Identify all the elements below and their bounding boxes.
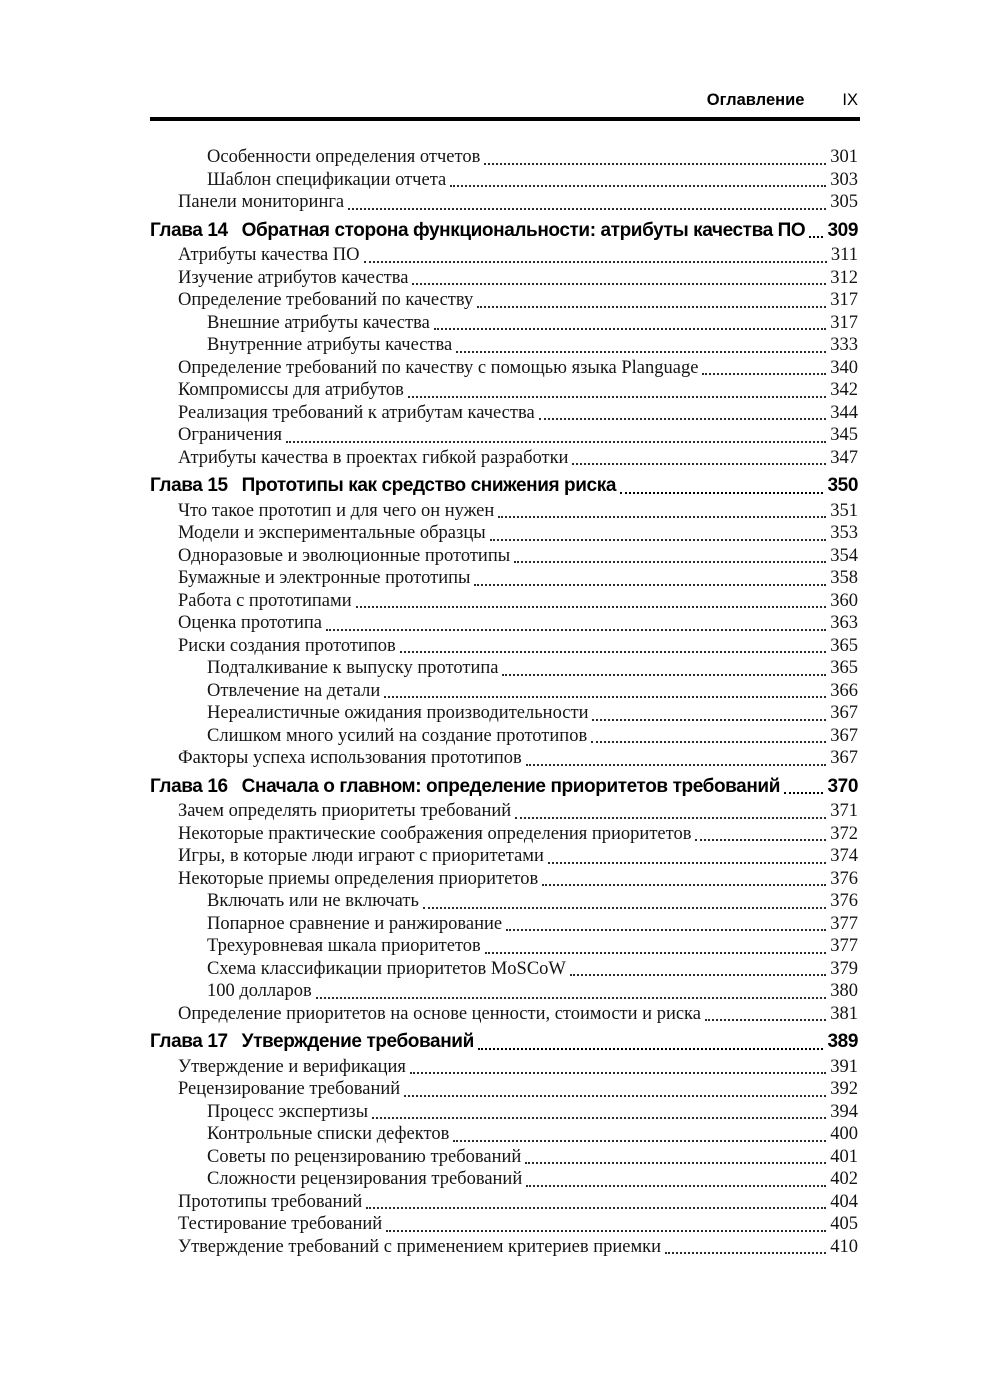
chapter-label: Глава 14	[150, 219, 228, 241]
entry-title: Изучение атрибутов качества	[178, 267, 409, 288]
toc-entry	[150, 1003, 858, 1026]
dot-leader	[446, 169, 830, 192]
running-head-title: Оглавление	[706, 91, 805, 109]
entry-title: Определение требований по качеству с помощью языка Planguage	[178, 357, 699, 378]
dot-leader	[498, 657, 830, 680]
entry-page-number: 360	[830, 590, 858, 611]
toc-entry	[150, 500, 858, 523]
toc-entry	[150, 680, 858, 703]
entry-title: Атрибуты качества в проектах гибкой разработки	[178, 447, 569, 468]
toc-entry	[150, 980, 858, 1003]
toc-entry	[150, 146, 858, 169]
entry-title	[150, 1031, 474, 1054]
entry-page-number: 344	[830, 402, 858, 423]
entry-title: Модели и экспериментальные образцы	[178, 523, 486, 543]
entry-page-number: 350	[827, 475, 858, 496]
entry-page-number: 400	[830, 1124, 858, 1144]
toc-entry	[150, 800, 858, 823]
entry-title: Отвлечение на детали	[207, 680, 381, 701]
toc-entry	[150, 312, 858, 335]
entry-page-number: 303	[830, 169, 858, 190]
entry-page-number: 380	[830, 981, 858, 1001]
entry-page-number: 377	[830, 913, 858, 934]
dot-leader	[481, 935, 830, 958]
entry-title: Попарное сравнение и ранжирование	[207, 913, 503, 934]
toc-entry	[150, 868, 858, 891]
entry-title: Слишком много усилий на создание прототипов	[207, 725, 588, 746]
dot-leader	[701, 1003, 830, 1026]
dot-leader	[535, 402, 831, 425]
entry-title: Одноразовые и эволюционные прототипы	[178, 545, 511, 566]
entry-page-number: 367	[830, 748, 858, 768]
entry-page-number: 309	[827, 219, 858, 241]
entry-title: Сложности рецензирования требований	[207, 1169, 523, 1189]
entry-title: Внутренние атрибуты качества	[207, 335, 453, 355]
toc-chapter-heading	[150, 220, 858, 243]
entry-page-number: 305	[830, 192, 858, 212]
entry-page-number: 363	[830, 613, 858, 633]
entry-title: Что такое прототип и для чего он нужен	[178, 500, 495, 521]
entry-title: Нереалистичные ожидания производительности	[207, 703, 589, 723]
entry-page-number: 366	[830, 680, 858, 701]
dot-leader	[362, 1191, 830, 1214]
entry-title: Схема классификации приоритетов MoSCoW	[207, 958, 566, 979]
dot-leader	[344, 191, 830, 214]
entry-title: Советы по рецензированию требований	[207, 1146, 522, 1167]
entry-page-number: 376	[830, 891, 858, 911]
entry-title: Реализация требований к атрибутам качества	[178, 402, 535, 423]
entry-page-number: 347	[830, 447, 858, 468]
toc-entry	[150, 191, 858, 214]
entry-title: Тестирование требований	[178, 1214, 383, 1234]
toc-entry	[150, 702, 858, 725]
entry-title: Рецензирование требований	[178, 1079, 401, 1099]
chapter-title: Сначала о главном: определение приоритетов требований	[241, 775, 780, 797]
entry-page-number: 353	[830, 523, 858, 543]
toc-entry	[150, 1123, 858, 1146]
entry-page-number: 379	[830, 958, 858, 979]
entry-title: Факторы успеха использования прототипов	[178, 748, 522, 768]
entry-page-number: 377	[830, 936, 858, 956]
dot-leader	[396, 635, 830, 658]
toc-entry	[150, 1056, 858, 1079]
dot-leader	[404, 379, 830, 402]
entry-page-number: 404	[830, 1191, 858, 1212]
dot-leader	[322, 612, 830, 635]
toc-entry	[150, 935, 858, 958]
toc-entry	[150, 1191, 858, 1214]
toc-entry	[150, 1236, 858, 1259]
entry-page-number: 376	[830, 868, 858, 889]
entry-title: Трехуровневая шкала приоритетов	[207, 936, 481, 956]
dot-leader	[805, 220, 827, 243]
entry-page-number: 354	[830, 545, 858, 566]
entry-title: Включать или не включать	[207, 891, 419, 911]
dot-leader	[382, 1213, 830, 1236]
toc-entry	[150, 913, 858, 936]
chapter-title: Утверждение требований	[241, 1031, 474, 1052]
chapter-label: Глава 16	[150, 775, 228, 797]
page-number-roman: IX	[842, 91, 858, 109]
toc-entry	[150, 522, 858, 545]
entry-title: Оценка прототипа	[178, 613, 323, 633]
dot-leader	[312, 980, 831, 1003]
entry-page-number: 351	[830, 500, 858, 521]
dot-leader	[449, 1123, 830, 1146]
dot-leader	[544, 845, 830, 868]
dot-leader	[587, 725, 830, 748]
entry-title	[150, 220, 805, 243]
dot-leader	[510, 545, 830, 568]
entry-page-number: 372	[830, 823, 858, 844]
dot-leader	[522, 1168, 830, 1191]
dot-leader	[408, 267, 830, 290]
entry-title: Компромиссы для атрибутов	[178, 380, 404, 400]
entry-page-number: 365	[830, 635, 858, 656]
entry-page-number: 391	[830, 1056, 858, 1077]
entry-title: Подталкивание к выпуску прототипа	[207, 658, 499, 678]
entry-page-number: 392	[830, 1079, 858, 1099]
toc-entry	[150, 1146, 858, 1169]
dot-leader	[368, 1101, 830, 1124]
dot-leader	[511, 800, 830, 823]
toc-entry	[150, 725, 858, 748]
dot-leader	[360, 244, 831, 267]
entry-title: Особенности определения отчетов	[207, 147, 481, 167]
chapter-label: Глава 15	[150, 475, 228, 496]
toc-entry	[150, 169, 858, 192]
entry-page-number: 367	[830, 725, 858, 746]
entry-page-number: 301	[830, 147, 858, 167]
dot-leader	[474, 1031, 828, 1054]
chapter-title: Обратная сторона функциональности: атрибуты качества ПО	[241, 219, 806, 241]
toc-entry	[150, 1101, 858, 1124]
entry-title: Игры, в которые люди играют с приоритетами	[178, 846, 544, 866]
toc-list	[150, 146, 858, 1258]
dot-leader	[502, 913, 830, 936]
entry-page-number: 345	[830, 425, 858, 445]
toc-entry	[150, 334, 858, 357]
entry-title: Панели мониторинга	[178, 192, 345, 212]
entry-title: Прототипы требований	[178, 1191, 363, 1212]
dot-leader	[452, 334, 830, 357]
entry-page-number: 333	[830, 335, 858, 355]
chapter-label: Глава 17	[150, 1031, 228, 1052]
toc-entry	[150, 747, 858, 770]
toc-entry	[150, 823, 858, 846]
toc-entry	[150, 845, 858, 868]
toc-entry	[150, 1078, 858, 1101]
dot-leader	[406, 1056, 830, 1079]
dot-leader	[430, 312, 830, 335]
entry-title: Работа с прототипами	[178, 590, 352, 611]
dot-leader	[480, 146, 830, 169]
entry-title: Процесс экспертизы	[207, 1101, 368, 1122]
entry-title: Утверждение требований с применением критериев приемки	[178, 1236, 662, 1257]
entry-title: Шаблон спецификации отчета	[207, 169, 447, 190]
toc-chapter-heading	[150, 1031, 858, 1054]
entry-page-number: 317	[830, 290, 858, 310]
dot-leader	[486, 522, 831, 545]
dot-leader	[522, 747, 830, 770]
entry-title: Контрольные списки дефектов	[207, 1124, 450, 1144]
dot-leader	[661, 1236, 830, 1259]
dot-leader	[521, 1146, 830, 1169]
toc-entry	[150, 545, 858, 568]
entry-page-number: 371	[830, 801, 858, 821]
entry-title: Определение приоритетов на основе ценности, стоимости и риска	[178, 1003, 701, 1024]
toc-entry	[150, 402, 858, 425]
dot-leader	[538, 868, 830, 891]
dot-leader	[698, 357, 830, 380]
dot-leader	[282, 424, 830, 447]
toc-entry	[150, 244, 858, 267]
toc-entry	[150, 1213, 858, 1236]
entry-title: Бумажные и электронные прототипы	[178, 568, 471, 588]
toc-entry	[150, 424, 858, 447]
toc-entry	[150, 567, 858, 590]
entry-page-number: 410	[830, 1236, 858, 1257]
toc-entry	[150, 657, 858, 680]
entry-title: Некоторые практические соображения определения приоритетов	[178, 823, 692, 844]
entry-page-number: 365	[830, 658, 858, 678]
entry-title: Внешние атрибуты качества	[207, 312, 430, 333]
entry-page-number: 370	[827, 775, 858, 797]
chapter-title: Прототипы как средство снижения риска	[241, 475, 616, 496]
dot-leader	[352, 590, 831, 613]
entry-page-number: 340	[830, 357, 858, 378]
entry-title	[150, 475, 616, 498]
entry-page-number: 389	[827, 1031, 858, 1052]
dot-leader	[691, 823, 830, 846]
entry-page-number: 374	[830, 846, 858, 866]
toc-entry	[150, 635, 858, 658]
entry-title: Зачем определять приоритеты требований	[178, 801, 512, 821]
toc-entry	[150, 890, 858, 913]
dot-leader	[494, 500, 830, 523]
running-head	[150, 91, 858, 110]
entry-title: Утверждение и верификация	[178, 1056, 406, 1077]
entry-page-number: 342	[830, 380, 858, 400]
entry-title: Некоторые приемы определения приоритетов	[178, 868, 539, 889]
dot-leader	[473, 289, 830, 312]
toc-chapter-heading	[150, 776, 858, 799]
entry-page-number: 381	[830, 1003, 858, 1024]
dot-leader	[470, 567, 830, 590]
entry-page-number: 402	[830, 1169, 858, 1189]
dot-leader	[566, 958, 830, 981]
entry-page-number: 312	[830, 267, 858, 288]
entry-title: Атрибуты качества ПО	[178, 245, 360, 265]
header-rule	[150, 117, 860, 121]
toc-chapter-heading	[150, 475, 858, 498]
toc-entry	[150, 1168, 858, 1191]
entry-title: 100 долларов	[207, 981, 312, 1001]
dot-leader	[588, 702, 830, 725]
entry-page-number: 394	[830, 1101, 858, 1122]
entry-title: Ограничения	[178, 425, 283, 445]
toc-entry	[150, 447, 858, 470]
entry-title	[150, 776, 780, 799]
entry-page-number: 358	[830, 568, 858, 588]
dot-leader	[568, 447, 830, 470]
toc-entry	[150, 267, 858, 290]
dot-leader	[419, 890, 830, 913]
toc-entry	[150, 612, 858, 635]
toc-entry	[150, 379, 858, 402]
toc-entry	[150, 357, 858, 380]
toc-entry	[150, 289, 858, 312]
entry-page-number: 405	[830, 1214, 858, 1234]
entry-page-number: 367	[830, 703, 858, 723]
dot-leader	[616, 475, 828, 498]
dot-leader	[780, 776, 828, 799]
entry-page-number: 311	[830, 245, 858, 265]
toc-entry	[150, 590, 858, 613]
dot-leader	[400, 1078, 830, 1101]
entry-title: Риски создания прототипов	[178, 635, 396, 656]
toc-entry	[150, 958, 858, 981]
entry-page-number: 317	[830, 312, 858, 333]
entry-page-number: 401	[830, 1146, 858, 1167]
entry-title: Определение требований по качеству	[178, 290, 474, 310]
dot-leader	[380, 680, 830, 703]
